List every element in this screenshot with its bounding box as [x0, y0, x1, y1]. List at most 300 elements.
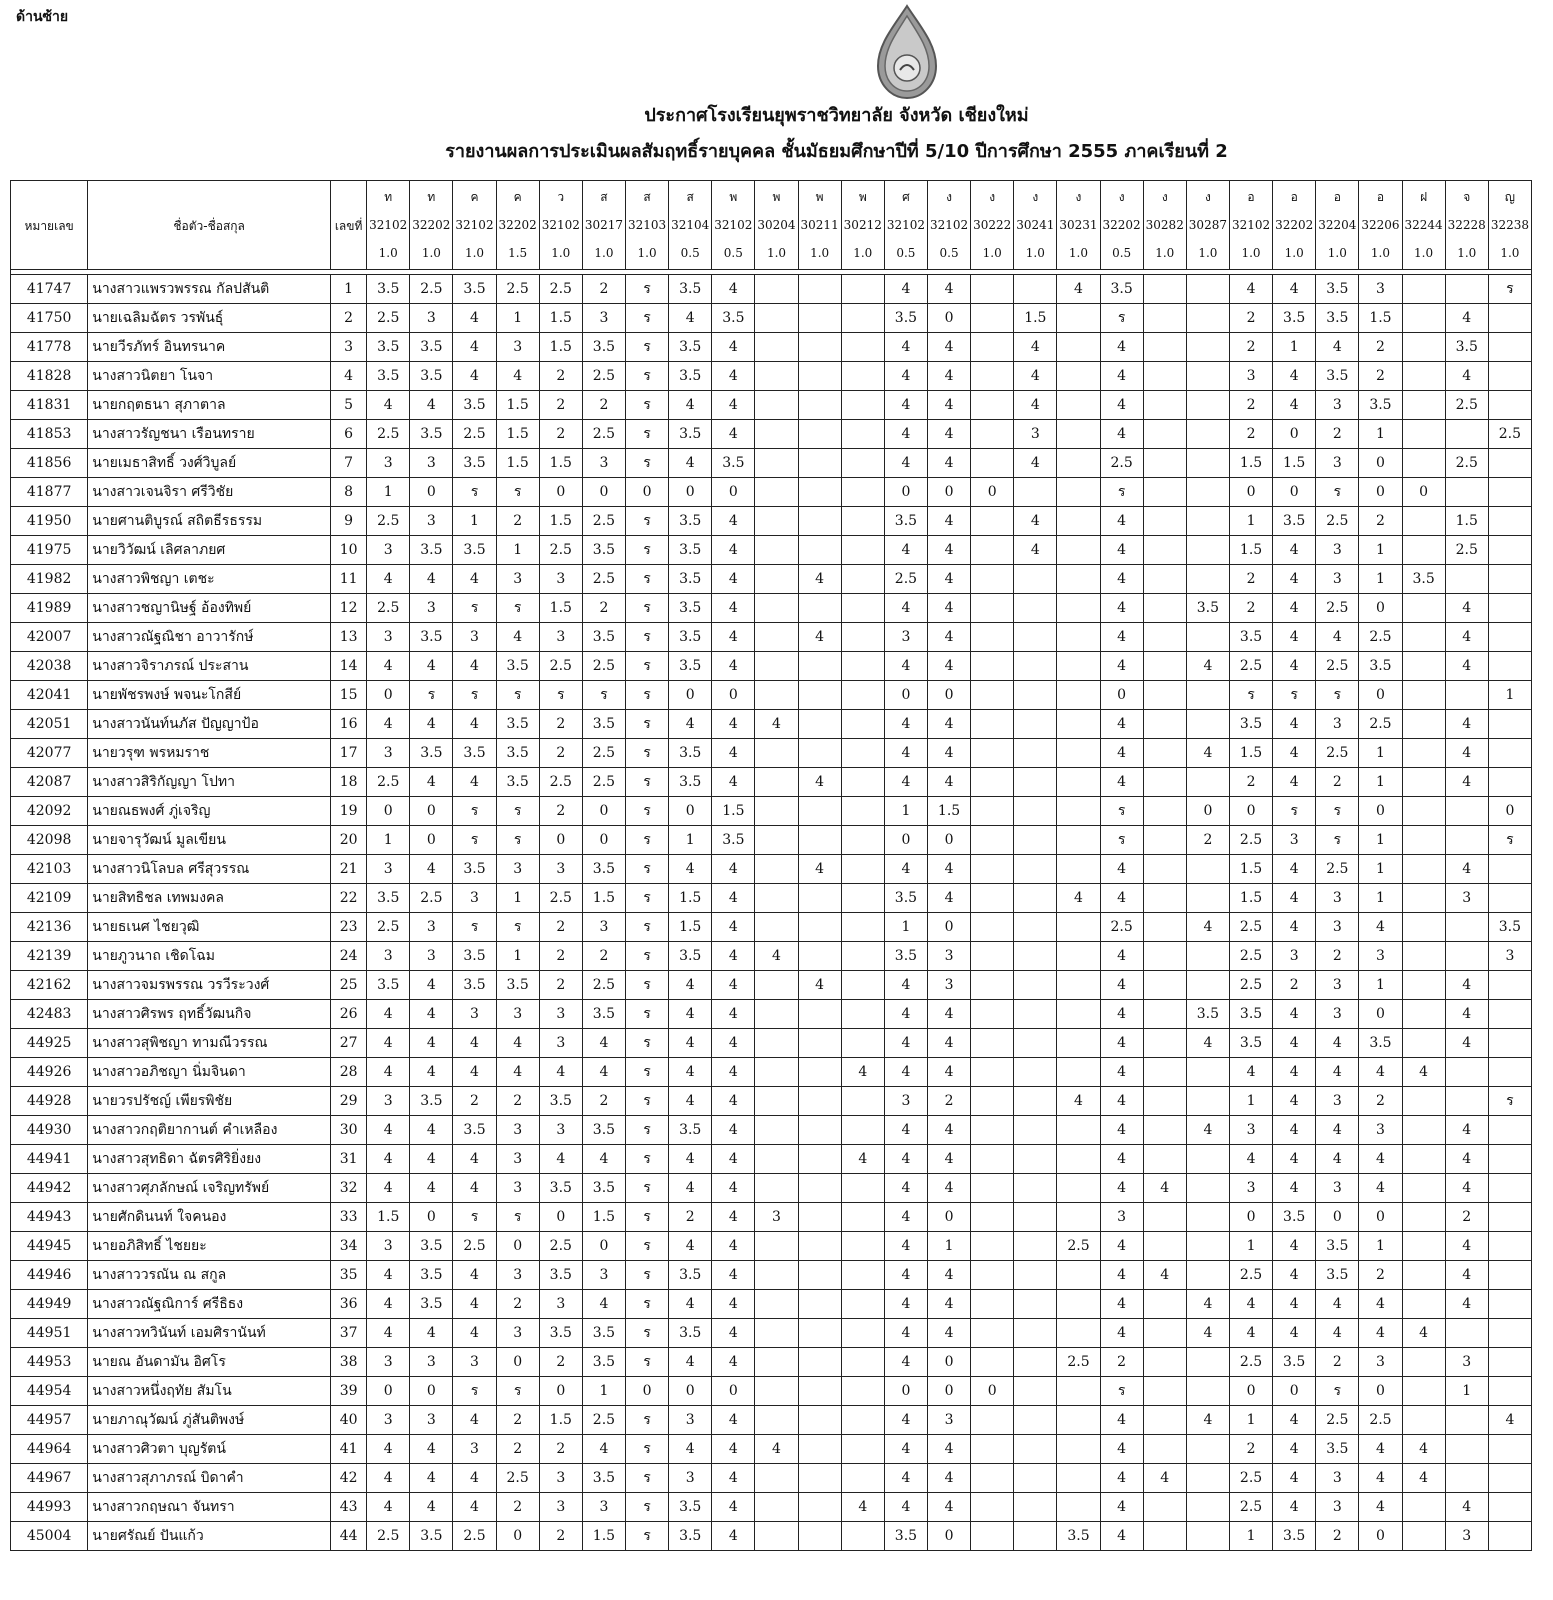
grade-cell: 2.5 — [1057, 1348, 1100, 1377]
student-number: 5 — [331, 391, 367, 420]
student-number: 8 — [331, 478, 367, 507]
grade-cell: 4 — [884, 333, 927, 362]
grade-cell: 1.5 — [539, 333, 582, 362]
student-number: 30 — [331, 1116, 367, 1145]
grade-cell: 0 — [410, 478, 453, 507]
subject-code: 30241 — [1016, 218, 1055, 232]
grade-cell: 2 — [539, 913, 582, 942]
grade-cell: 2 — [582, 1087, 625, 1116]
grade-cell: 4 — [927, 710, 970, 739]
grade-cell: 3.5 — [1273, 1203, 1316, 1232]
student-id: 41989 — [11, 594, 88, 623]
grade-cell — [1488, 1116, 1531, 1145]
grade-cell: 2.5 — [1229, 913, 1272, 942]
grade-cell: 0 — [669, 478, 712, 507]
student-id: 44928 — [11, 1087, 88, 1116]
grade-cell — [798, 913, 841, 942]
grade-cell: 4 — [1014, 391, 1057, 420]
grade-cell: 2.5 — [1100, 449, 1143, 478]
grade-cell: 4 — [1100, 594, 1143, 623]
grade-cell: 4 — [1316, 1145, 1359, 1174]
grade-cell: 3 — [410, 942, 453, 971]
grade-cell: 4 — [884, 1261, 927, 1290]
grade-cell: ร — [626, 768, 669, 797]
subject-header-stack — [971, 183, 1013, 267]
grade-cell: 4 — [1273, 594, 1316, 623]
header-name — [88, 181, 331, 270]
grade-cell: ร — [496, 681, 539, 710]
grade-cell — [1014, 1058, 1057, 1087]
grades-table — [10, 180, 1532, 1551]
grade-cell — [1143, 1000, 1186, 1029]
student-id: 42483 — [11, 1000, 88, 1029]
grade-cell — [1186, 304, 1229, 333]
table-row — [11, 449, 1532, 478]
grade-cell: ร — [626, 449, 669, 478]
grade-cell: 4 — [712, 1493, 755, 1522]
subject-header — [755, 181, 798, 270]
grade-cell: 3 — [496, 1319, 539, 1348]
grade-cell: 2.5 — [1488, 420, 1531, 449]
subject-code: 32228 — [1447, 218, 1486, 232]
grade-cell: 3 — [539, 855, 582, 884]
subject-credit: 1.0 — [1155, 246, 1175, 260]
subject-code: 32202 — [1102, 218, 1141, 232]
grade-cell: 1.5 — [1273, 449, 1316, 478]
grade-cell: 3.5 — [1488, 913, 1531, 942]
subject-header — [971, 181, 1014, 270]
grade-cell — [798, 1145, 841, 1174]
grade-cell — [755, 275, 798, 304]
grade-cell: 2.5 — [1445, 536, 1488, 565]
student-id: 41750 — [11, 304, 88, 333]
grade-cell — [1445, 420, 1488, 449]
grade-cell — [798, 1029, 841, 1058]
grade-cell: 3.5 — [582, 1000, 625, 1029]
grade-cell — [1402, 1087, 1445, 1116]
grade-cell: 4 — [712, 739, 755, 768]
grade-cell — [1143, 1348, 1186, 1377]
grade-cell: 4 — [453, 710, 496, 739]
subject-group: ง — [989, 190, 996, 204]
grade-cell: 2 — [1229, 391, 1272, 420]
subject-code: 32102 — [1231, 218, 1271, 232]
grade-cell: 3 — [1316, 391, 1359, 420]
subject-header-stack — [367, 183, 409, 267]
grade-cell — [841, 768, 884, 797]
grade-cell: 3 — [1316, 449, 1359, 478]
grade-cell: 3 — [1488, 942, 1531, 971]
grade-cell: 1 — [1359, 420, 1402, 449]
student-id: 42038 — [11, 652, 88, 681]
grade-cell — [1057, 652, 1100, 681]
grade-cell — [841, 1000, 884, 1029]
grade-cell: 4 — [1014, 507, 1057, 536]
grade-cell: 4 — [1057, 1087, 1100, 1116]
grade-cell: 3 — [669, 1464, 712, 1493]
grade-cell: 4 — [712, 1000, 755, 1029]
student-name: นายอภิสิทธิ์ ไชยยะ — [88, 1232, 331, 1261]
grade-cell: 4 — [1100, 1406, 1143, 1435]
grade-cell: 4 — [1445, 1232, 1488, 1261]
subject-header — [410, 181, 453, 270]
subject-credit: 1.0 — [1414, 246, 1434, 260]
grade-cell: 2 — [582, 391, 625, 420]
grade-cell: 3 — [539, 565, 582, 594]
table-row — [11, 1464, 1532, 1493]
grade-cell: 3.5 — [1316, 362, 1359, 391]
grade-cell: 4 — [539, 1058, 582, 1087]
grade-cell: 4 — [1100, 710, 1143, 739]
grade-cell: 3.5 — [1229, 623, 1272, 652]
grade-cell: 3 — [367, 739, 410, 768]
grade-cell: ร — [626, 362, 669, 391]
subject-group: พ — [815, 190, 824, 204]
grade-cell: 0 — [496, 1232, 539, 1261]
grade-cell — [841, 652, 884, 681]
grade-cell: 4 — [669, 1087, 712, 1116]
grade-cell — [971, 1029, 1014, 1058]
grade-cell: 4 — [1100, 1435, 1143, 1464]
grade-cell: 4 — [1057, 884, 1100, 913]
grade-cell — [1488, 333, 1531, 362]
grade-cell: 4 — [712, 1203, 755, 1232]
grade-cell: 4 — [1359, 1319, 1402, 1348]
grade-cell — [971, 362, 1014, 391]
grade-cell — [1014, 739, 1057, 768]
grade-cell: 2 — [496, 1406, 539, 1435]
grade-cell — [1445, 1435, 1488, 1464]
grade-cell: 3.5 — [453, 855, 496, 884]
grade-cell: 4 — [884, 1145, 927, 1174]
grade-cell — [798, 826, 841, 855]
grade-cell: 3.5 — [1273, 507, 1316, 536]
grade-cell: ร — [626, 536, 669, 565]
grade-cell — [1057, 478, 1100, 507]
student-name: นายณ อันดามัน อิศโร — [88, 1348, 331, 1377]
grade-cell — [1402, 304, 1445, 333]
grade-cell: 2 — [1229, 594, 1272, 623]
grade-cell: 4 — [1445, 1145, 1488, 1174]
grade-cell — [841, 1261, 884, 1290]
grade-cell: 4 — [1273, 1464, 1316, 1493]
grade-cell: 1 — [1229, 1087, 1272, 1116]
grade-cell: 2 — [582, 594, 625, 623]
subject-header — [712, 181, 755, 270]
grade-cell: 2 — [927, 1087, 970, 1116]
table-row — [11, 826, 1532, 855]
grade-cell — [1057, 1493, 1100, 1522]
grade-cell: 0 — [582, 1232, 625, 1261]
grade-cell: 4 — [884, 536, 927, 565]
grade-cell: 1.5 — [669, 884, 712, 913]
grade-cell — [1186, 333, 1229, 362]
grade-cell: 4 — [1014, 333, 1057, 362]
grade-cell: 4 — [669, 1145, 712, 1174]
grade-cell: 4 — [1273, 913, 1316, 942]
grade-cell: 3 — [496, 333, 539, 362]
grade-cell: 2 — [1229, 768, 1272, 797]
grade-cell — [1488, 304, 1531, 333]
grade-cell — [755, 362, 798, 391]
grade-cell: 2.5 — [1229, 1261, 1272, 1290]
grade-cell — [755, 420, 798, 449]
grade-cell: 4 — [927, 1435, 970, 1464]
grade-cell: 4 — [453, 1290, 496, 1319]
grade-cell — [1186, 884, 1229, 913]
grade-cell — [798, 1261, 841, 1290]
subject-code: 32102 — [929, 218, 969, 232]
subject-code: 32202 — [498, 218, 537, 232]
grade-cell — [971, 1116, 1014, 1145]
grade-cell: 2.5 — [1316, 652, 1359, 681]
grade-cell: 1 — [1229, 1232, 1272, 1261]
subject-header — [841, 181, 884, 270]
grade-cell: 4 — [410, 391, 453, 420]
grade-cell: 3 — [496, 1000, 539, 1029]
grade-cell — [1445, 826, 1488, 855]
grade-cell: 4 — [1273, 536, 1316, 565]
table-row — [11, 652, 1532, 681]
grade-cell — [755, 1493, 798, 1522]
grade-cell: 3.5 — [410, 1290, 453, 1319]
grade-cell: 2.5 — [367, 420, 410, 449]
grade-cell — [971, 1000, 1014, 1029]
grade-cell: 4 — [410, 1058, 453, 1087]
grade-cell: 3.5 — [496, 971, 539, 1000]
student-number: 23 — [331, 913, 367, 942]
grade-cell: 4 — [1445, 594, 1488, 623]
grade-cell: 2.5 — [539, 768, 582, 797]
grade-cell: 3 — [410, 507, 453, 536]
grade-cell: 3.5 — [496, 710, 539, 739]
grade-cell — [1445, 1406, 1488, 1435]
grade-cell — [1057, 1261, 1100, 1290]
subject-header-stack — [1316, 183, 1358, 267]
grade-cell: 4 — [712, 1464, 755, 1493]
grade-cell: 4 — [712, 1406, 755, 1435]
grade-cell: ร — [539, 681, 582, 710]
grade-cell: 4 — [1316, 623, 1359, 652]
grade-cell: 3 — [927, 942, 970, 971]
grade-cell: 4 — [712, 1435, 755, 1464]
grade-cell — [1143, 304, 1186, 333]
grade-cell: 2.5 — [496, 275, 539, 304]
grade-cell — [841, 1174, 884, 1203]
subject-group: ค — [513, 190, 522, 204]
grade-cell: 0 — [1488, 797, 1531, 826]
student-name: นางสาวสิริกัญญา โปทา — [88, 768, 331, 797]
grade-cell: 3.5 — [582, 710, 625, 739]
subject-header-stack — [712, 183, 754, 267]
grade-cell: 3.5 — [539, 1319, 582, 1348]
grade-cell: 2 — [1316, 768, 1359, 797]
grade-cell — [1402, 594, 1445, 623]
grade-cell: 4 — [367, 710, 410, 739]
grade-cell: 0 — [1359, 1377, 1402, 1406]
grade-cell — [1057, 449, 1100, 478]
grade-cell: 0 — [1359, 594, 1402, 623]
subject-header-stack — [1187, 183, 1229, 267]
grade-cell: ร — [626, 942, 669, 971]
grade-cell: ร — [453, 594, 496, 623]
grade-cell: 4 — [1100, 507, 1143, 536]
grade-cell: 4 — [712, 1232, 755, 1261]
grade-cell — [1014, 1464, 1057, 1493]
grade-cell: 4 — [1402, 1058, 1445, 1087]
grade-cell: 3.5 — [367, 884, 410, 913]
student-number: 14 — [331, 652, 367, 681]
grade-cell: 2.5 — [367, 304, 410, 333]
subject-code: 32238 — [1490, 218, 1529, 232]
table-row — [11, 623, 1532, 652]
grade-cell: 3 — [1229, 1116, 1272, 1145]
grade-cell — [1057, 739, 1100, 768]
subject-code: 32102 — [455, 218, 494, 232]
grade-cell: 4 — [669, 1348, 712, 1377]
subject-code: 32103 — [627, 218, 667, 232]
grade-cell — [755, 1000, 798, 1029]
grade-cell — [755, 681, 798, 710]
grade-cell: 3 — [539, 1464, 582, 1493]
grade-cell: 4 — [582, 1029, 625, 1058]
grade-cell — [971, 333, 1014, 362]
grade-cell: 4 — [1316, 333, 1359, 362]
grade-cell — [1143, 884, 1186, 913]
grade-cell — [1143, 652, 1186, 681]
subject-credit: 0.5 — [896, 246, 916, 260]
grade-cell — [1057, 565, 1100, 594]
grade-cell: 4 — [884, 1000, 927, 1029]
grade-cell: ร — [626, 913, 669, 942]
grade-cell: 2.5 — [582, 1406, 625, 1435]
grade-cell: 4 — [1359, 913, 1402, 942]
student-id: 41853 — [11, 420, 88, 449]
grade-cell — [1143, 826, 1186, 855]
student-number: 37 — [331, 1319, 367, 1348]
grade-cell: 1 — [884, 913, 927, 942]
grade-cell — [1402, 739, 1445, 768]
grade-cell — [841, 1116, 884, 1145]
grade-cell — [1186, 942, 1229, 971]
student-number: 12 — [331, 594, 367, 623]
grade-cell: 2.5 — [582, 420, 625, 449]
grade-cell — [971, 884, 1014, 913]
subject-header — [582, 181, 625, 270]
grade-cell: 3.5 — [669, 507, 712, 536]
grade-cell — [1143, 710, 1186, 739]
student-name: นายวรปรัชญ์ เพียรพิชัย — [88, 1087, 331, 1116]
student-number: 25 — [331, 971, 367, 1000]
grade-cell: 3 — [582, 1493, 625, 1522]
grade-cell — [841, 420, 884, 449]
grade-cell — [1186, 449, 1229, 478]
grade-cell: 4 — [1100, 333, 1143, 362]
grade-cell: 0 — [1402, 478, 1445, 507]
school-seal-logo — [874, 4, 940, 100]
grade-cell: 2.5 — [1445, 449, 1488, 478]
grade-cell: 3 — [367, 1087, 410, 1116]
grade-cell — [1402, 1174, 1445, 1203]
grade-cell: 4 — [1316, 1319, 1359, 1348]
student-number: 22 — [331, 884, 367, 913]
grade-cell: 4 — [367, 1464, 410, 1493]
grade-cell — [755, 1406, 798, 1435]
grade-cell: 4 — [1186, 1290, 1229, 1319]
grade-cell: 0 — [927, 1377, 970, 1406]
grade-cell: 4 — [496, 1029, 539, 1058]
grade-cell: 2.5 — [1229, 971, 1272, 1000]
grade-cell — [1402, 391, 1445, 420]
grade-cell: 4 — [1445, 1029, 1488, 1058]
grade-cell — [1014, 594, 1057, 623]
student-name: นางสาวเจนจิรา ศรีวิชัย — [88, 478, 331, 507]
subject-header-stack — [1014, 183, 1056, 267]
table-row — [11, 507, 1532, 536]
grade-cell: 4 — [712, 507, 755, 536]
grade-cell: ร — [626, 565, 669, 594]
grade-cell: 2.5 — [496, 1464, 539, 1493]
subject-header — [1186, 181, 1229, 270]
grade-cell — [1186, 391, 1229, 420]
grade-cell: 2 — [1273, 971, 1316, 1000]
grade-cell: 4 — [1316, 1116, 1359, 1145]
grade-cell: 2 — [539, 942, 582, 971]
grade-cell: 1 — [1359, 739, 1402, 768]
student-id: 42109 — [11, 884, 88, 913]
grade-cell: 4 — [669, 1174, 712, 1203]
grade-cell: 4 — [1014, 449, 1057, 478]
subject-group: ท — [427, 190, 436, 204]
grade-cell: 4 — [1143, 1261, 1186, 1290]
grade-cell: 4 — [1273, 565, 1316, 594]
grade-cell — [798, 1493, 841, 1522]
grade-cell: 4 — [1273, 1435, 1316, 1464]
grade-cell: 4 — [1273, 275, 1316, 304]
grade-cell: 4 — [1445, 1493, 1488, 1522]
subject-header-stack — [1101, 183, 1143, 267]
grade-cell: 2 — [539, 1348, 582, 1377]
grade-cell: ร — [1488, 1087, 1531, 1116]
subject-header-stack — [885, 183, 927, 267]
grade-cell: 1 — [669, 826, 712, 855]
table-row — [11, 1406, 1532, 1435]
corner-label: ด้านซ้าย — [16, 9, 69, 25]
grade-cell — [971, 304, 1014, 333]
grade-cell: 4 — [367, 1261, 410, 1290]
grade-cell: 0 — [582, 797, 625, 826]
grade-cell: 3 — [1316, 913, 1359, 942]
grade-cell — [1057, 1029, 1100, 1058]
grade-cell: 3 — [927, 971, 970, 1000]
table-row — [11, 913, 1532, 942]
table-row — [11, 1348, 1532, 1377]
grade-cell: 1 — [367, 826, 410, 855]
grade-cell: 4 — [367, 1290, 410, 1319]
grade-cell: 4 — [367, 1145, 410, 1174]
grade-cell: 4 — [712, 913, 755, 942]
grade-cell — [841, 710, 884, 739]
grade-cell: 4 — [1100, 1087, 1143, 1116]
grade-cell — [1057, 1058, 1100, 1087]
grade-cell: ร — [626, 1116, 669, 1145]
grade-cell: 2 — [1316, 1348, 1359, 1377]
student-name: นางสาวจิราภรณ์ ประสาน — [88, 652, 331, 681]
grade-cell: ร — [582, 681, 625, 710]
table-row — [11, 1058, 1532, 1087]
grade-cell: 1.5 — [539, 449, 582, 478]
grade-cell: ร — [626, 1464, 669, 1493]
